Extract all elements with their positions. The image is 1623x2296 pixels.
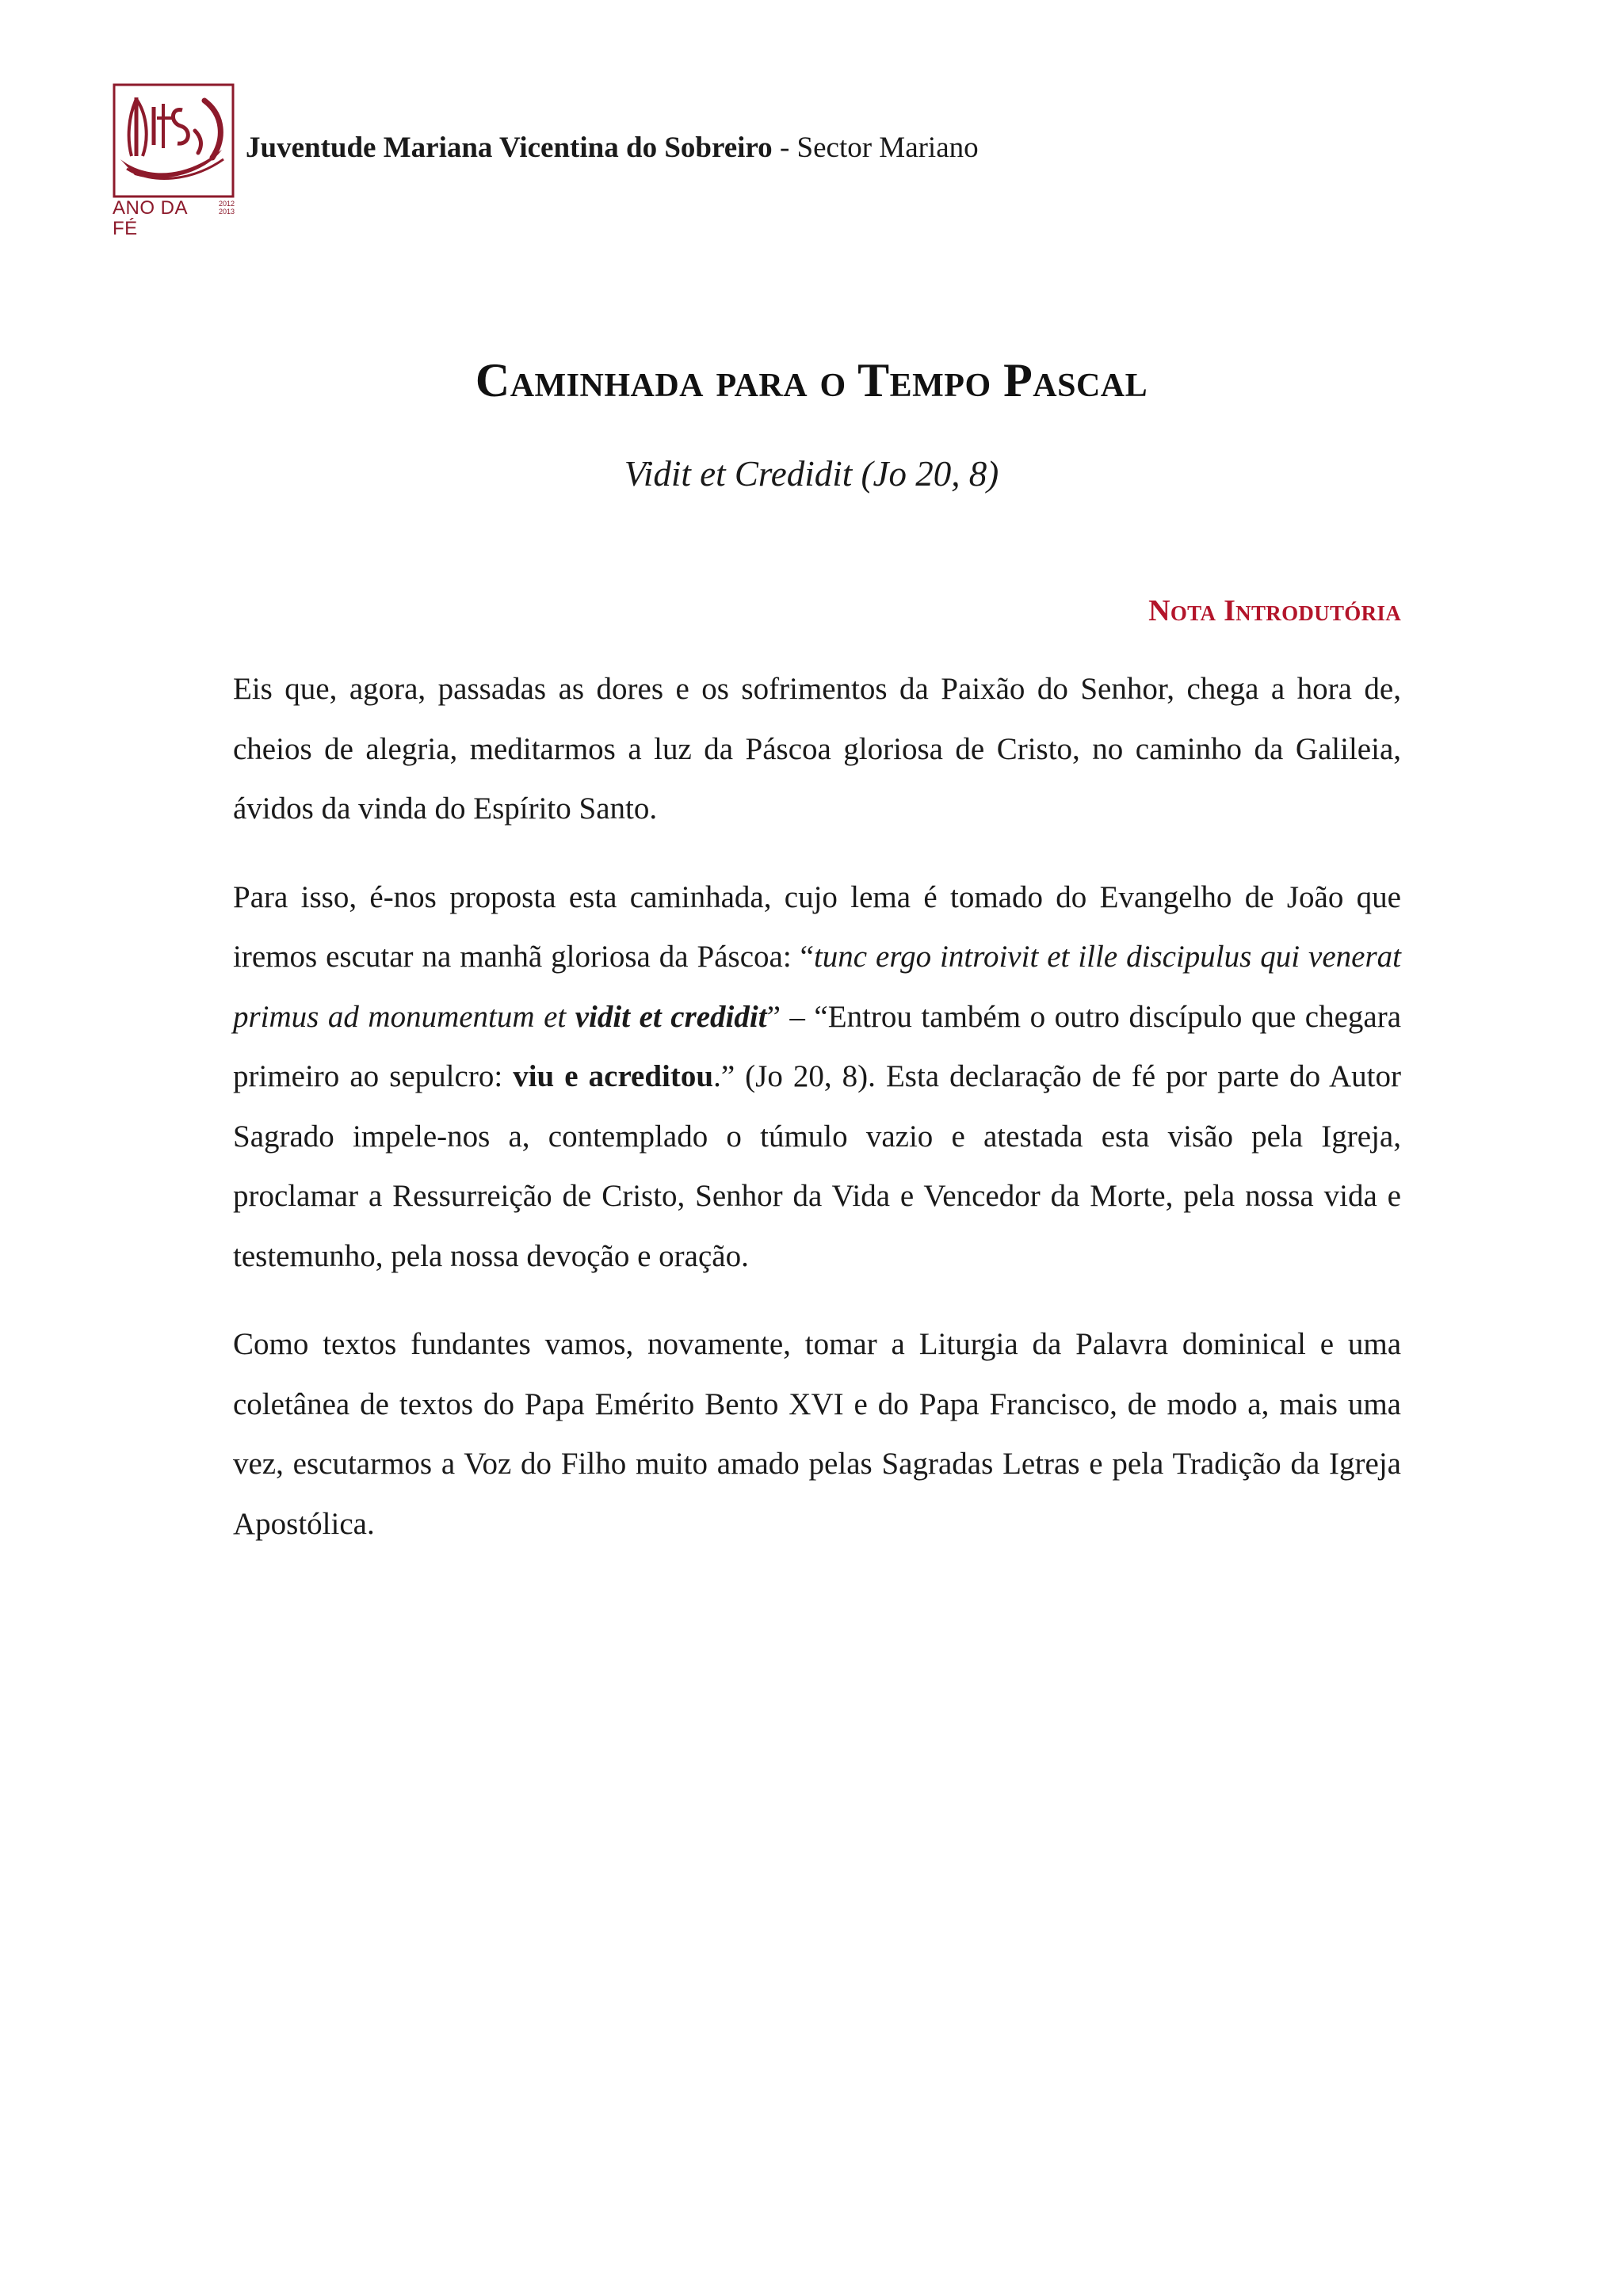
document-subtitle: Vidit et Credidit (Jo 20, 8) — [624, 454, 999, 494]
latin-quote-emphasis: vidit et credidit — [575, 999, 767, 1034]
paragraph-3: Como textos fundantes vamos, novamente, tomar a Liturgia da Palavra dominical e uma coletânea de textos do Papa Emérito Bento XVI e do Papa Francisco, de modo a, mais uma vez, escutarmos a Voz do Filho muito amado pelas Sagradas Letras e pela Tradição da Igreja Apostólica. — [233, 1327, 1401, 1541]
paragraph-2-text-1: Para isso, é-nos proposta esta caminhada, cujo lema é tomado do Evangelho de João que iremos escutar na manhã gloriosa da Páscoa: “ — [233, 879, 1401, 974]
logo-year-start: 2012 — [218, 200, 235, 208]
section-heading: Nota Introdutória — [1148, 594, 1401, 627]
logo-caption — [113, 197, 235, 239]
paragraph-2-text-2: ” – “Entrou também o outro discípulo que chegara primeiro ao sepulcro: — [233, 999, 1402, 1093]
organization-line — [246, 131, 979, 166]
paragraph-1: Eis que, agora, passadas as dores e os sofrimentos da Paixão do Senhor, chega a hora de, cheios de alegria, meditarmos a luz da Páscoa gloriosa de Cristo, no caminho da Galileia, ávidos da vinda do Espírito Santo. — [233, 672, 1401, 826]
document-title: Caminhada para o Tempo Pascal — [475, 354, 1148, 406]
translation-emphasis: viu e acreditou — [513, 1059, 714, 1093]
header-separator: - — [772, 132, 797, 164]
organization-name: Juventude Mariana Vicentina do Sobreiro — [246, 132, 773, 164]
logo-years — [219, 200, 235, 215]
logo-year-end: 2013 — [218, 208, 235, 215]
paragraph-2-text-3: .” (Jo 20, 8). Esta declaração de fé por parte do Autor Sagrado impele-nos a, contemplado o túmulo vazio e atestada esta visão pela Igreja, proclamar a Ressurreição de Cristo, Senhor da Vida e Vencedor da Morte, pela nossa vida e testemunho, pela nossa devoção e oração. — [233, 1059, 1401, 1273]
paragraph-2 — [233, 868, 1401, 1287]
logo-caption-text: ANO DA FÉ — [113, 197, 187, 239]
page-header — [113, 83, 1301, 239]
document-body — [233, 659, 1401, 1554]
organization-sector: Sector Mariano — [796, 132, 979, 164]
ano-da-fe-logo-icon — [113, 83, 235, 239]
latin-quote: tunc ergo introivit et ille discipulus qui venerat primus ad monumentum et — [233, 940, 1401, 1034]
